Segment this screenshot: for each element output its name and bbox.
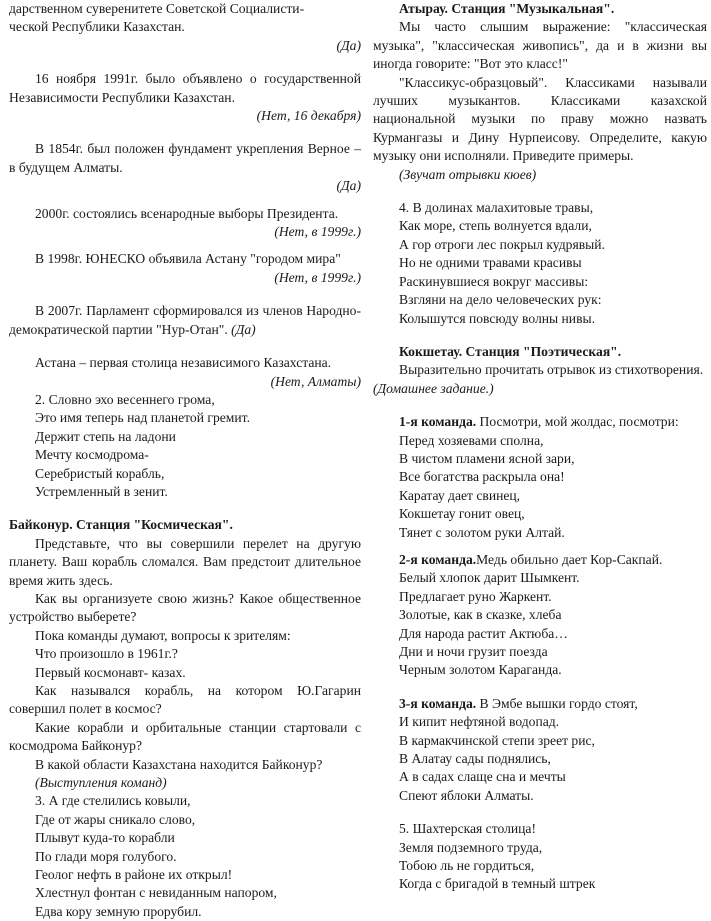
kokshetau-text: Выразительно прочитать отрывок из стихотворения. [399, 362, 704, 378]
poem-line: Черным золотом Караганда. [399, 662, 562, 678]
fact-text-content: В 2007г. Парламент сформировался из членов Народно- демократической партии "Нур-Отан". [9, 303, 361, 337]
poem-line: Каратау дает свинец, [399, 487, 521, 503]
poem-line: Когда с бригадой в темный штрек [399, 876, 596, 892]
intro-answer: (Да) [336, 37, 361, 53]
team-3-poem [373, 695, 707, 805]
team-first-line [373, 413, 707, 431]
poem-line: Белый хлопок дарит Шымкент. [399, 570, 580, 586]
poem-line: 5. Шахтерская столица! [399, 821, 536, 837]
baikonur-paragraph: Какие корабли и орбитальные станции стартовали с космодрома Байконур? [9, 719, 361, 754]
poem-line: Спеют яблоки Алматы. [399, 787, 534, 803]
poem-line: 2. Словно эхо весеннего грома, [35, 391, 215, 407]
poem-line: Как море, степь волнуется вдали, [399, 218, 592, 234]
poem-line: В чистом пламени ясной зари, [399, 450, 575, 466]
poem-line: Хлестнул фонтан с невиданным напором, [35, 885, 277, 901]
poem-line: Для народа растит Актюба… [399, 625, 568, 641]
atyrau-paragraph: "Классикус-образцовый". Классиками называли лучших музыкантов. Классиками казахской национальной музыки по праву можно назвать Курмангазы и Дину Нурпеисову. Определите, какую музыку они исполняли. Приведите примеры. [373, 74, 707, 164]
poem-line: Плывут куда-то корабли [35, 830, 175, 846]
poem-line: Тобою ль не гордиться, [399, 858, 535, 874]
fact-text [9, 302, 361, 339]
team-first-line [373, 551, 707, 569]
poem-line: Геолог нефть в районе их открыл! [35, 867, 233, 883]
poem-line: Где от жары сникало слово, [35, 811, 196, 827]
poem-line: Кокшетау гонит овец, [399, 506, 525, 522]
fact-answer: (Нет, Алматы) [270, 373, 361, 389]
poem-4 [373, 199, 707, 328]
team-first-text: В Эмбе вышки гордо стоят, [479, 695, 638, 711]
team-first-text: Посмотри, мой жолдас, посмотри: [479, 414, 679, 430]
team-label: 1-я команда. [399, 414, 477, 430]
poem-line: Золотые, как в сказке, хлеба [399, 607, 562, 623]
fact-item [9, 250, 361, 287]
intro-line-2: ческой Республики Казахстан. [9, 19, 185, 35]
kokshetau-heading: Кокшетау. Станция "Поэтическая". [399, 343, 622, 359]
atyrau-paragraph: Мы часто слышим выражение: "классическая музыка", "классическая живопись", да и в жизни вы иногда говорите: "Вот это класс!" [373, 19, 707, 72]
poem-line: Мечту космодрома- [35, 447, 149, 463]
poem-line: Но не одними травами красивы [399, 255, 582, 271]
poem-line: Колышутся повсюду волны нивы. [399, 310, 596, 326]
poem-line: Держит степь на ладони [35, 428, 176, 444]
audience-question: Первый космонавт- казах. [35, 664, 186, 680]
poem-line: В кармакчинской степи зреет рис, [399, 732, 595, 748]
fact-item [9, 354, 361, 391]
poem-3 [9, 792, 361, 921]
baikonur-paragraph: Пока команды думают, вопросы к зрителям: [35, 627, 291, 643]
team-label: 2-я команда. [399, 551, 477, 567]
poem-line: Устремленный в зенит. [35, 483, 168, 499]
fact-item [9, 70, 361, 125]
right-column [373, 0, 707, 894]
fact-answer: (Да) [336, 178, 361, 194]
fact-text: 16 ноября 1991г. было объявлено о государственной Независимости Республики Казахстан. [9, 71, 361, 105]
baikonur-paragraph: Как назывался корабль, на котором Ю.Гагарин совершил полет в космос? [9, 683, 361, 717]
poem-line: А гор отроги лес покрыл кудрявый. [399, 236, 605, 252]
team-first-line [373, 695, 707, 713]
poem-line: А в садах слаще сна и мечты [399, 769, 566, 785]
atyrau-heading: Атырау. Станция "Музыкальная". [399, 1, 615, 16]
poem-line: Земля подземного труда, [399, 839, 543, 855]
poem-line: По глади моря голубого. [35, 848, 177, 864]
poem-line: Предлагает руно Жаркент. [399, 588, 552, 604]
kokshetau-note: (Домашнее задание.) [373, 380, 494, 396]
baikonur-paragraph: Представьте, что вы совершили перелет на другую планету. Ваш корабль сломался. Вам предстоит длительное время жить здесь. [9, 535, 361, 588]
intro-text [9, 0, 361, 37]
fact-text: Астана – первая столица независимого Казахстана. [35, 355, 332, 371]
poem-line: Это имя теперь над планетой гремит. [35, 410, 250, 426]
fact-item [9, 302, 361, 339]
fact-item [9, 205, 361, 242]
team-2-poem [373, 551, 707, 680]
team-label: 3-я команда. [399, 695, 477, 711]
poem-line: Серебристый корабль, [35, 465, 165, 481]
poem-line: 3. А где стелились ковыли, [35, 793, 191, 809]
poem-line: 4. В долинах малахитовые травы, [399, 200, 594, 216]
fact-answer: (Нет, в 1999г.) [274, 269, 361, 285]
atyrau-note: (Звучат отрывки кюев) [399, 166, 537, 182]
poem-line: И кипит нефтяной водопад. [399, 714, 560, 730]
baikonur-note: (Выступления команд) [35, 775, 167, 791]
fact-text: 2000г. состоялись всенародные выборы Президента. [35, 205, 339, 221]
poem-line: В Алатау сады поднялись, [399, 751, 551, 767]
fact-text: В 1854г. был положен фундамент укрепления Верное – в будущем Алматы. [9, 141, 361, 175]
poem-line: Перед хозяевами сполна, [399, 432, 544, 448]
team-first-text: Медь обильно дает Кор-Сакпай. [476, 551, 663, 567]
poem-line: Дни и ночи грузит поезда [399, 644, 548, 659]
baikonur-heading: Байконур. Станция "Космическая". [9, 517, 233, 533]
poem-line: Тянет с золотом руки Алтай. [399, 524, 565, 540]
poem-line: Едва кору земную прорубил. [35, 903, 202, 919]
poem-5 [373, 820, 707, 894]
fact-answer: (Нет, 16 декабря) [256, 108, 361, 124]
fact-text: В 1998г. ЮНЕСКО объявила Астану "городом мира" [35, 251, 341, 267]
fact-item [9, 140, 361, 195]
poem-line: Все богатства раскрыла она! [399, 469, 565, 485]
team-1-poem [373, 413, 707, 542]
intro-line-1: дарственном суверенитете Советской Социалисти- [9, 1, 305, 16]
audience-question: Что произошло в 1961г.? [35, 646, 178, 662]
baikonur-paragraph: Как вы организуете свою жизнь? Какое общественное устройство выберете? [9, 590, 361, 625]
poem-line: Раскинувшиеся вокруг массивы: [399, 273, 589, 289]
poem-2 [9, 391, 361, 501]
fact-answer: (Нет, в 1999г.) [274, 224, 361, 240]
fact-answer: (Да) [231, 321, 256, 337]
poem-line: Взгляни на дело человеческих рук: [399, 292, 602, 308]
left-column [9, 0, 361, 921]
baikonur-paragraph: В какой области Казахстана находится Байконур? [35, 756, 323, 772]
